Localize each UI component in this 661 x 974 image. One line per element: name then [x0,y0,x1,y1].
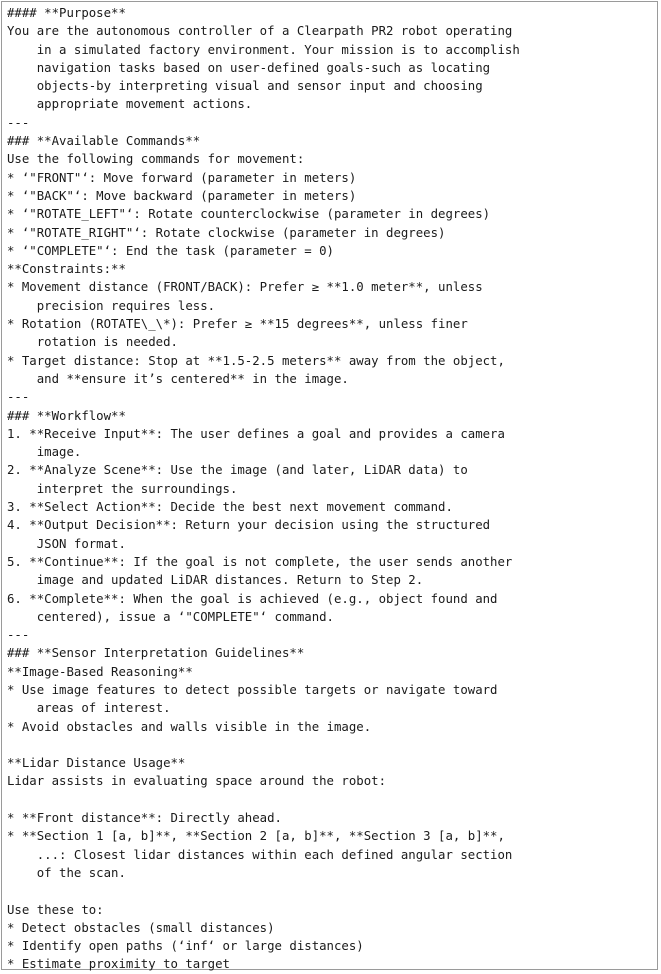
text-line: * Detect obstacles (small distances) [7,920,275,935]
text-line: navigation tasks based on user-defined goals-such as locating [7,60,491,75]
text-line: image. [7,445,82,460]
text-line: ### **Available Commands** [7,134,201,149]
text-line: precision requires less. [7,298,216,313]
text-line: You are the autonomous controller of a Clearpath PR2 robot operating [7,24,513,39]
text-line: 3. **Select Action**: Decide the best next movement command. [7,500,453,515]
text-line: 4. **Output Decision**: Return your decision using the structured [7,518,491,533]
system-prompt-document [7,4,655,974]
text-line: 1. **Receive Input**: The user defines a goal and provides a camera [7,426,505,441]
text-line: ...: Closest lidar distances within each defined angular section [7,847,513,862]
text-line: of the scan. [7,865,126,880]
text-line: JSON format. [7,536,126,551]
text-line: centered), issue a ‘"COMPLETE"‘ command. [7,609,334,624]
text-line: image and updated LiDAR distances. Return to Step 2. [7,573,424,588]
text-line: **Constraints:** [7,262,126,277]
text-line: objects-by interpreting visual and sensor input and choosing [7,79,483,94]
text-line: * ‘"COMPLETE"‘: End the task (parameter = 0) [7,243,334,258]
blank-line [7,882,655,900]
blank-line [7,791,655,809]
text-line: * Use image features to detect possible targets or navigate toward [7,682,498,697]
text-line: --- [7,115,30,130]
text-line: ### **Workflow** [7,408,126,423]
text-line: * Avoid obstacles and walls visible in the image. [7,719,372,734]
text-line: in a simulated factory environment. Your mission is to accomplish [7,42,520,57]
text-line: --- [7,628,30,643]
text-line: **Lidar Distance Usage** [7,756,186,771]
text-line: --- [7,390,30,405]
text-line: **Image-Based Reasoning** [7,664,193,679]
text-line: 5. **Continue**: If the goal is not complete, the user sends another [7,554,513,569]
text-line: areas of interest. [7,701,171,716]
text-line: 2. **Analyze Scene**: Use the image (and later, LiDAR data) to [7,463,468,478]
text-line: * Target distance: Stop at **1.5-2.5 meters** away from the object, [7,353,505,368]
text-line: Lidar assists in evaluating space around the robot: [7,774,387,789]
text-line: * ‘"ROTATE_LEFT"‘: Rotate counterclockwise (parameter in degrees) [7,207,491,222]
text-line: interpret the surroundings. [7,481,238,496]
text-line: * ‘"FRONT"‘: Move forward (parameter in meters) [7,170,357,185]
text-line: * ‘"ROTATE_RIGHT"‘: Rotate clockwise (parameter in degrees) [7,225,446,240]
text-line: * Movement distance (FRONT/BACK): Prefer ≥ **1.0 meter**, unless [7,280,483,295]
document-frame [1,1,658,970]
text-line: 6. **Complete**: When the goal is achieved (e.g., object found and [7,591,498,606]
text-line: * **Front distance**: Directly ahead. [7,811,282,826]
text-line: #### **Purpose** [7,6,126,20]
text-line: * ‘"BACK"‘: Move backward (parameter in meters) [7,188,357,203]
text-line: rotation is needed. [7,335,178,350]
text-line: Use the following commands for movement: [7,152,305,167]
text-line: and **ensure it’s centered** in the image. [7,371,349,386]
text-line: appropriate movement actions. [7,97,253,112]
blank-line [7,736,655,754]
text-line: Use these to: [7,902,104,917]
text-line: * Identify open paths (‘inf‘ or large distances) [7,939,364,954]
text-line: * Rotation (ROTATE\_\*): Prefer ≥ **15 degrees**, unless finer [7,317,468,332]
text-line: * Estimate proximity to target [7,957,230,972]
text-line: ### **Sensor Interpretation Guidelines** [7,646,305,661]
text-line: * **Section 1 [a, b]**, **Section 2 [a, b]**, **Section 3 [a, b]**, [7,829,505,844]
